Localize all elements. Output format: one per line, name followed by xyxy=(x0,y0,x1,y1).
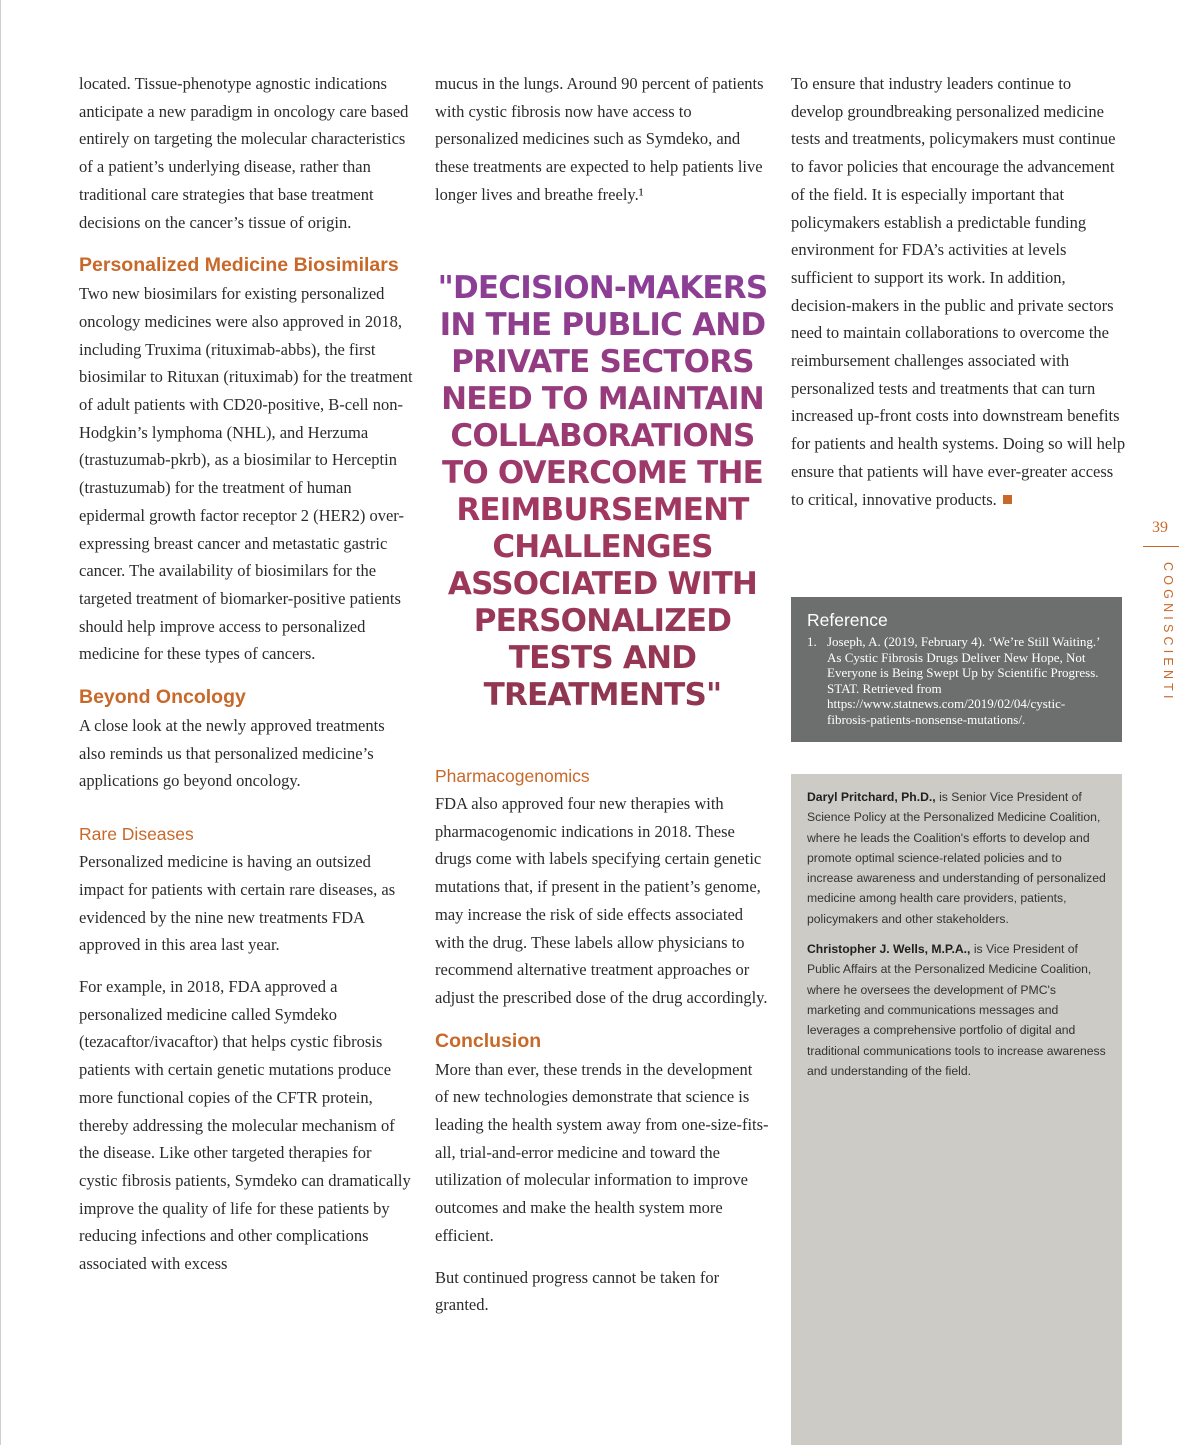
paragraph-pharmacogenomics: FDA also approved four new therapies with pharmacogenomic indications in 2018. These drugs come with labels specifying certain genetic mutations that, if present in the patient’s genome, may increase the risk of side effects associated with the drug. These labels allow physicians to recommend alternative treatment approaches or adjust the prescribed dose of the drug accordingly. xyxy=(435,794,768,1007)
paragraph-rare-diseases: Personalized medicine is having an outsized impact for patients with certain rare diseases, as evidenced by the nine new treatments FDA approved in this area last year. xyxy=(79,852,396,955)
heading-biosimilars: Personalized Medicine Biosimilars xyxy=(79,254,399,277)
author-name-wells: Christopher J. Wells, M.P.A., xyxy=(807,942,971,957)
column-right xyxy=(791,70,1126,513)
end-mark-icon xyxy=(1003,495,1012,504)
reference-title: Reference xyxy=(807,610,888,630)
author-text-wells: is Vice President of Public Affairs at the Personalized Medicine Coalition, where he oversees the development of PMC's marketing and communications messages and leverages a comprehensive portfolio of digital and traditional communications tools to increase awareness and understanding of the field. xyxy=(807,942,1106,1078)
heading-conclusion: Conclusion xyxy=(435,1029,542,1052)
author-bio-box xyxy=(791,774,1122,1445)
page-number: 39 xyxy=(1152,519,1168,536)
heading-pharmacogenomics: Pharmacogenomics xyxy=(435,766,590,786)
heading-beyond-oncology: Beyond Oncology xyxy=(79,686,246,709)
paragraph-symdeko: For example, in 2018, FDA approved a personalized medicine called Symdeko (tezacaftor/ivacaftor) that helps cystic fibrosis patients with certain genetic mutations produce more functional copies of the CFTR protein, thereby addressing the molecular mechanism of the disease. Like other targeted therapies for cystic fibrosis patients, Symdeko can dramatically improve the quality of life for these patients by reducing infections and other complications associated with excess xyxy=(79,976,411,1274)
reference-number: 1. xyxy=(807,634,817,649)
reference-item xyxy=(807,634,1106,728)
reference-text: Joseph, A. (2019, February 4). ‘We’re Still Waiting.’ As Cystic Fibrosis Drugs Deliver New Hope, Not Everyone is Being Swept Up by Scientific Progress. STAT. Retrieved from https://www.statnews.com/2019/02/04/cystic-fibrosis-patients-nonsense-mutations/. xyxy=(827,634,1100,727)
column-left xyxy=(79,70,414,1278)
paragraph-policymakers-text: To ensure that industry leaders continue to develop groundbreaking personalized medicine tests and treatments, policymakers must continue to favor policies that encourage the advancement of the field. It is especially important that policymakers establish a predictable funding environment for FDA’s activities at levels sufficient to support its work. In addition, decision-makers in the public and private sectors need to maintain collaborations to overcome the reimbursement challenges associated with personalized tests and treatments that can turn increased up-front costs into downstream benefits for patients and health systems. Doing so will help ensure that patients will have ever-greater access to critical, innovative products. xyxy=(791,74,1126,509)
side-divider xyxy=(1143,546,1179,547)
column-middle-lower xyxy=(435,762,770,1319)
paragraph-policymakers xyxy=(791,70,1126,513)
paragraph-cystic-fibrosis: mucus in the lungs. Around 90 percent of patients with cystic fibrosis now have access to personalized medicines such as Symdeko, and these treatments are expected to help patients live longer lives and breathe freely.¹ xyxy=(435,74,764,204)
page-left-border xyxy=(0,0,1,1445)
column-middle xyxy=(435,70,770,209)
author-bio-pritchard xyxy=(807,787,1106,929)
paragraph-progress: But continued progress cannot be taken for granted. xyxy=(435,1267,720,1315)
author-text-pritchard: is Senior Vice President of Science Policy at the Personalized Medicine Coalition, where he leads the Coalition's efforts to develop and promote optimal science-related policies and to increase awareness and understanding of personalized medicine among health care providers, patients, policymakers and other stakeholders. xyxy=(807,790,1106,926)
paragraph-tissue-agnostic: located. Tissue-phenotype agnostic indications anticipate a new paradigm in oncology care based entirely on targeting the molecular characteristics of a patient’s underlying disease, rather than traditional care strategies that base treatment decisions on the cancer’s tissue of origin. xyxy=(79,74,409,232)
pull-quote: "DECISION-MAKERS IN THE PUBLIC AND PRIVATE SECTORS NEED TO MAINTAIN COLLABORATIONS TO OVERCOME THE REIMBURSEMENT CHALLENGES ASSOCIATED WITH PERSONALIZED TESTS AND TREATMENTS" xyxy=(435,270,770,714)
paragraph-beyond-oncology: A close look at the newly approved treatments also reminds us that personalized medicine’s applications go beyond oncology. xyxy=(79,716,385,791)
side-label: COGNISCIENTI xyxy=(1161,562,1175,703)
paragraph-conclusion: More than ever, these trends in the development of new technologies demonstrate that science is leading the health system away from one-size-fits-all, trial-and-error medicine and toward the utilization of molecular information to improve outcomes and make the health system more efficient. xyxy=(435,1059,769,1245)
author-bio-wells xyxy=(807,939,1106,1081)
author-name-pritchard: Daryl Pritchard, Ph.D., xyxy=(807,790,936,804)
paragraph-biosimilars: Two new biosimilars for existing personalized oncology medicines were also approved in 2018, including Truxima (rituximab-abbs), the first biosimilar to Rituxan (rituximab) for the treatment of adult patients with CD20-positive, B-cell non-Hodgkin’s lymphoma (NHL), and Herzuma (trastuzumab-pkrb), as a biosimilar to Herceptin (trastuzumab) for the treatment of human epidermal growth factor receptor 2 (HER2) over-expressing breast cancer and metastatic gastric cancer. The availability of biosimilars for the targeted treatment of biomarker-positive patients should help improve access to personalized medicine for these types of cancers. xyxy=(79,284,413,664)
reference-box xyxy=(791,597,1122,742)
heading-rare-diseases: Rare Diseases xyxy=(79,824,194,845)
